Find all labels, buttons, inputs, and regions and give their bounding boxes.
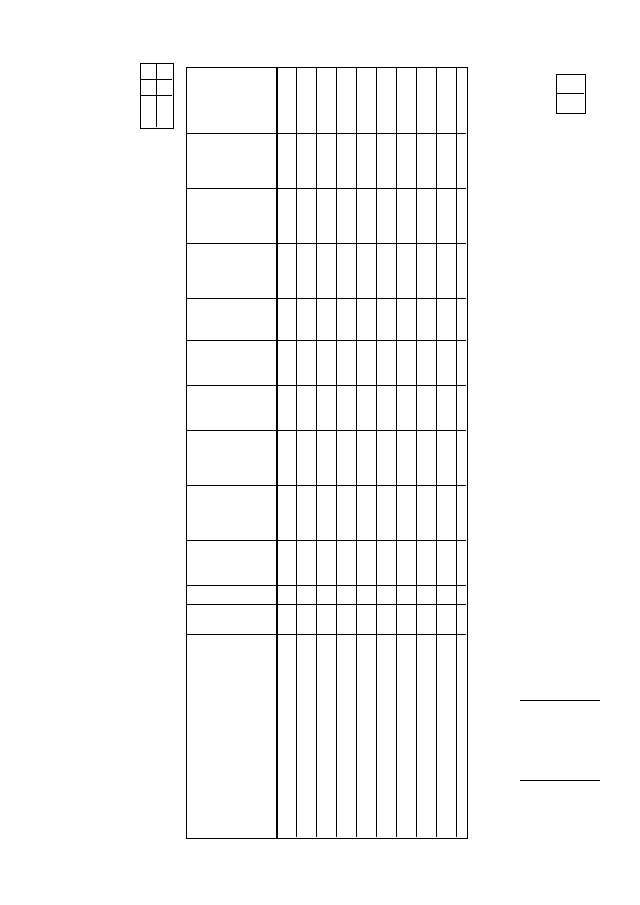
signature-line: [520, 700, 600, 701]
date-number-line: [96, 176, 110, 396]
table-col-line: [186, 243, 466, 244]
table-col-line: [186, 430, 466, 431]
document-title-block: [116, 318, 176, 528]
table-header-band: [186, 67, 278, 839]
table-col-line: [186, 485, 466, 486]
table-col-line: [186, 385, 466, 386]
table-col-line: [186, 634, 466, 635]
table-row-line: [416, 67, 417, 837]
footnotes: [476, 300, 516, 820]
table-row-line: [376, 67, 377, 837]
table-col-line: [186, 340, 466, 341]
table-row-line: [356, 67, 357, 837]
page-number-box-divider: [556, 93, 584, 94]
codes-box-divider-v: [156, 63, 157, 127]
signature-line: [520, 780, 600, 781]
page-number-box: [556, 74, 586, 114]
table-row-line: [396, 67, 397, 837]
table-row-line: [456, 67, 457, 837]
table-row-line: [316, 67, 317, 837]
table-col-line: [186, 133, 466, 134]
table-col-line: [186, 585, 466, 586]
table-row-line: [436, 67, 437, 837]
table-col-line: [186, 298, 466, 299]
table-row-line: [336, 67, 337, 837]
table-row-line: [296, 67, 297, 837]
table-col-line: [186, 188, 466, 189]
codes-box: [140, 63, 174, 129]
table-col-line: [186, 604, 466, 605]
main-table: [276, 67, 468, 839]
table-col-line: [186, 540, 466, 541]
